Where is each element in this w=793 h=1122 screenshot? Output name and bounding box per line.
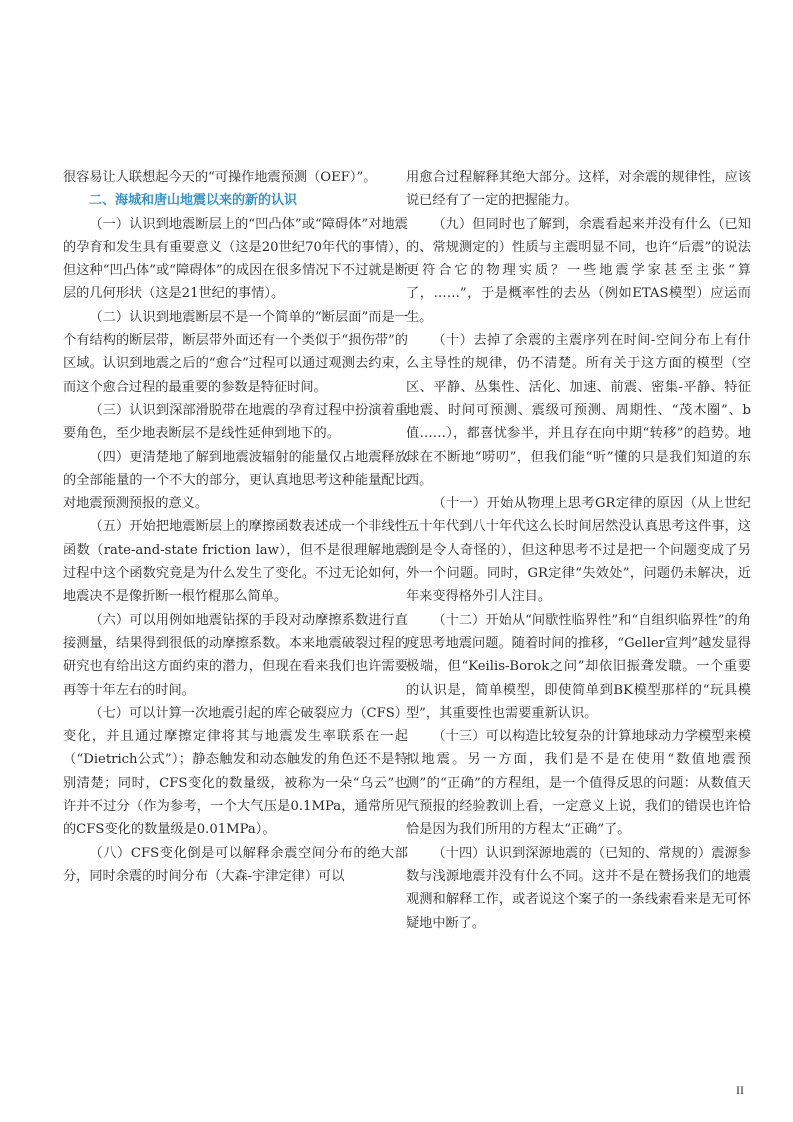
paragraph-1: （一）认识到地震断层上的“凹凸体”或“障碍体”对地震的孕育和发生具有重要意义（这是20世纪70年代的事情），但这种“凹凸体”或“障碍体”的成因在很多情况下不过就是断层的几何形状（这是21世纪的事情）。 (63, 216, 408, 302)
right-column (406, 166, 751, 935)
right-continued-text: 用愈合过程解释其绝大部分。这样，对余震的规律性，应该说已经有了一定的把握能力。 (406, 170, 751, 209)
paragraph-8: （八）CFS变化倒是可以解释余震空间分布的绝大部分，同时余震的时间分布（大森-宇津定律）可以 (63, 845, 408, 884)
left-continued-text: 很容易让人联想起今天的“可操作地震预测（OEF）”。 (63, 170, 377, 185)
page-number: II (736, 1083, 744, 1097)
paragraph-7: （七）可以计算一次地震引起的库仑破裂应力（CFS）变化，并且通过摩擦定律将其与地震发生率联系在一起（“Dietrich公式”）；静态触发和动态触发的角色还不是特别清楚；同时，CFS变化的数量级，被称为一朵“乌云”也许并不过分（作为参考，一个大气压是0.1MPa，通常所见的CFS变化的数量级是0.01MPa）。 (63, 705, 408, 838)
paragraph-5: （五）开始把地震断层上的摩擦函数表述成一个非线性函数（rate-and-state friction law），但不是很理解地震过程中这个函数究竟是为什么发生了变化。不过无论如何，地震决不是像折断一根竹棍那么简单。 (63, 519, 408, 605)
section-heading: 二、海城和唐山地震以来的新的认识 (89, 193, 298, 209)
paragraph-4: （四）更清楚地了解到地震波辐射的能量仅占地震释放的全部能量的一个不大的部分，更认真地思考这种能量配比对地震预测预报的意义。 (63, 449, 408, 512)
paragraph-6: （六）可以用例如地震钻探的手段对动摩擦系数进行直接测量，结果得到很低的动摩擦系数。本来地震破裂过程的研究也有给出这方面约束的潜力，但现在看来我们也许需要再等十年左右的时间。 (63, 612, 408, 698)
left-column (63, 166, 408, 888)
paragraph-2: （二）认识到地震断层不是一个简单的“断层面”而是一个有结构的断层带，断层带外面还有一个类似于“损伤带”的区域。认识到地震之后的“愈合”过程可以通过观测去约束，而这个愈合过程的最重要的参数是特征时间。 (63, 309, 408, 395)
paragraph-12: （十二）开始从“间歇性临界性”和“自组织临界性”的角度思考地震问题。随着时间的推移，“Geller宣判”越发显得极端，但“Keilis-Borok之问”却依旧振聋发聩。一个重要的认识是，简单模型，即使简单到BK模型那样的“玩具模型”，其重要性也需要重新认识。 (406, 612, 751, 721)
paragraph-14: （十四）认识到深源地震的（已知的、常规的）震源参数与浅源地震并没有什么不同。这并不是在赞扬我们的地震观测和解释工作，或者说这个案子的一条线索看来是无可怀疑地中断了。 (406, 845, 751, 931)
paragraph-13: （十三）可以构造比较复杂的计算地球动力学模型来模拟地震。另一方面，我们是不是在使用“数值地震预测”的“正确”的方程组，是一个值得反思的问题：从数值天气预报的经验教训上看，一定意义上说，我们的错误也许恰恰是因为我们所用的方程太“正确”了。 (406, 729, 751, 838)
paragraph-11: （十一）开始从物理上思考GR定律的原因（从上世纪五十年代到八十年代这么长时间居然没认真思考这件事，这倒是令人奇怪的），但这种思考不过是把一个问题变成了另外一个问题。同时，GR定律“失效处”，问题仍未解决，近年来变得格外引人注目。 (406, 496, 751, 605)
paragraph-10: （十）去掉了余震的主震序列在时间-空间分布上有什么主导性的规律，仍不清楚。所有关于这方面的模型（空区、平静、丛集性、活化、加速、前震、密集-平静、特征地震、时间可预测、震级可预测、周期性、“茂木圈”、b值……），都喜忧参半，并且存在向中期“转移”的趋势。地球在不断地“唠叨”，但我们能“听”懂的只是我们知道的东西。 (406, 333, 751, 488)
paragraph-3: （三）认识到深部滑脱带在地震的孕育过程中扮演着重要角色，至少地表断层不是线性延伸到地下的。 (63, 402, 408, 442)
paragraph-9: （九）但同时也了解到，余震看起来并没有什么（已知的、常规测定的）性质与主震明显不同，也许“后震”的说法更符合它的物理实质？一些地震学家甚至主张“算了，……”，于是概率性的去丛（例如ETAS模型）应运而生。 (406, 216, 751, 325)
